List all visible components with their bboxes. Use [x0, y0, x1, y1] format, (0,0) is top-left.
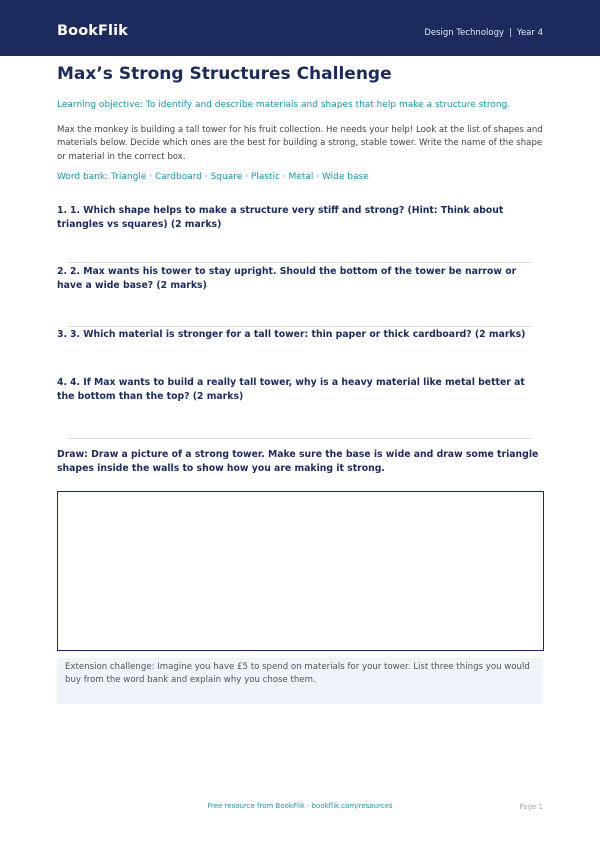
- header-divider: |: [509, 28, 512, 38]
- question-4: [57, 376, 544, 403]
- question-text: 3. Which material is stronger for a tall tower: thin paper or thick cardboard? (2 marks): [70, 329, 526, 340]
- brand-logo-text: BookFlik: [57, 23, 128, 39]
- question-number: 1.: [57, 205, 68, 216]
- page-number: Page 1: [519, 803, 543, 811]
- subject-label: Design Technology: [424, 28, 505, 38]
- footer-source: Free resource from BookFlik · bookflik.com/resources: [207, 802, 393, 810]
- question-number: 4.: [57, 377, 68, 388]
- word-bank: Word bank: Triangle · Cardboard · Square · Plastic · Metal · Wide base: [57, 172, 369, 182]
- learning-objective: Learning objective: To identify and describe materials and shapes that help make a structure strong.: [57, 100, 511, 110]
- extension-challenge: Extension challenge: Imagine you have £5 to spend on materials for your tower. List three things you would buy from the word bank and explain why you chose them.: [57, 658, 543, 704]
- intro-paragraph: Max the monkey is building a tall tower for his fruit collection. He needs your help! Look at the list of shapes and materials below. Decide which ones are the best for building a strong, stable tower. Write the name of the shape or material in the correct box.: [57, 125, 543, 162]
- question-1: [57, 204, 544, 231]
- page-header: [0, 0, 600, 56]
- year-label: Year 4: [516, 28, 543, 38]
- drawing-area[interactable]: [57, 491, 544, 651]
- header-meta: [424, 28, 543, 38]
- worksheet-title: Max’s Strong Structures Challenge: [57, 64, 392, 84]
- question-text: 1. Which shape helps to make a structure very stiff and strong? (Hint: Think about triangles vs squares) (2 marks): [57, 205, 504, 230]
- question-text: 4. If Max wants to build a really tall tower, why is a heavy material like metal better at the bottom than the top? (2 marks): [57, 377, 525, 402]
- answer-line: [67, 326, 532, 327]
- answer-line: [67, 438, 532, 439]
- question-2: [57, 265, 544, 292]
- question-number: 2.: [57, 266, 68, 277]
- question-number: 3.: [57, 329, 68, 340]
- draw-task-instruction: Draw: Draw a picture of a strong tower. Make sure the base is wide and draw some triangle shapes inside the walls to show how you are making it strong.: [57, 449, 539, 474]
- answer-line: [67, 262, 532, 263]
- question-3: [57, 328, 544, 342]
- question-text: 2. Max wants his tower to stay upright. Should the bottom of the tower be narrow or have a wide base? (2 marks): [57, 266, 517, 291]
